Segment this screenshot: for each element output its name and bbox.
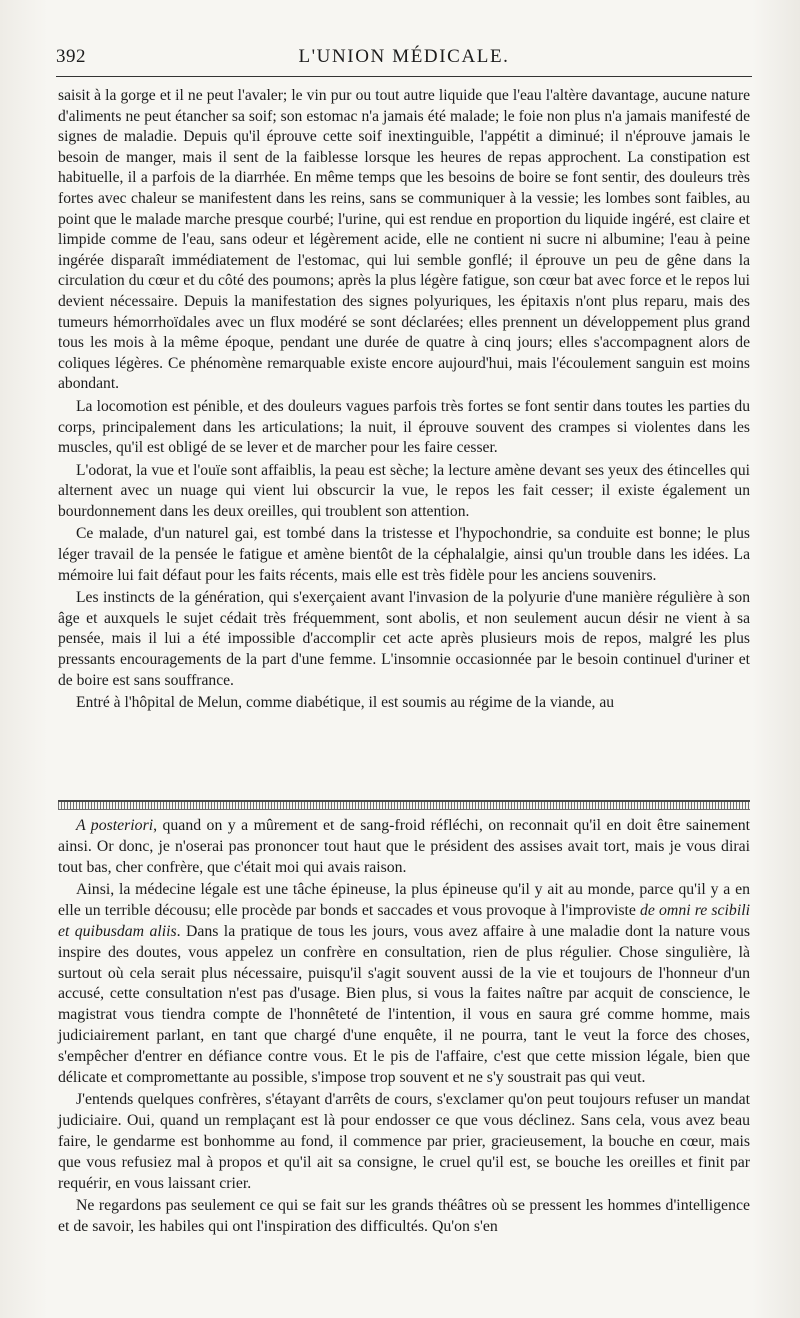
paragraph: Les instincts de la génération, qui s'exerçaient avant l'invasion de la polyurie d'une manière régulière à son âge et auxquels le sujet cédait très fréquemment, sont abolis, et non seulement aucun désir ne vient à sa pensée, mais il lui a été impossible d'accomplir cet acte après plusieurs mois de repos, malgré les plus pressants encouragements de la part d'une femme. L'insomnie occasionnée par le besoin continuel d'uriner et de boire est sans souffrance. — [58, 589, 750, 689]
paragraph: Ce malade, d'un naturel gai, est tombé dans la tristesse et l'hypochondrie, sa conduite est bonne; le plus léger travail de la pensée le fatigue et amène bientôt de la céphalalgie, ainsi qu'un trouble dans les idées. La mémoire lui fait défaut pour les faits récents, mais elle est très fidèle pour les anciens souvenirs. — [58, 525, 750, 584]
italic-phrase: A posteriori — [76, 817, 154, 834]
paragraph — [58, 816, 750, 878]
latin-phrase: de omni re scibili et quibusdam aliis — [58, 902, 751, 940]
paragraph: La locomotion est pénible, et des douleurs vagues parfois très fortes se font sentir dans toutes les parties du corps, principalement dans les articulations; la nuit, il éprouve souvent des crampes si violentes dans les muscles, qu'il est obligé de se lever et de marcher pour les faire cesser. — [58, 397, 750, 457]
paragraph-text: , quand on y a mûrement et de sang-froid réfléchi, on reconnait qu'il en doit être sainement ainsi. Or donc, je n'oserai pas prononcer tout haut que le président des assises avait tort, mais je vous dirai tout bas, cher confrère, que c'était moi qui avais raison. — [58, 817, 750, 876]
paragraph — [58, 880, 750, 1088]
paragraph: L'odorat, la vue et l'ouïe sont affaiblis, la peau est sèche; la lecture amène devant ses yeux des étincelles qui alternent avec un nuage qui vient lui obscurcir la vue, le repos les fait cesser; il existe également un bourdonnement dans les deux oreilles, qui troublent son attention. — [58, 461, 750, 520]
feuilleton-separator — [58, 800, 750, 810]
paragraph: Ne regardons pas seulement ce qui se fait sur les grands théâtres où se pressent les hommes d'intelligence et de savoir, les habiles qui ont l'inspiration des difficultés. Qu'on s'en — [58, 1197, 750, 1236]
paragraph-text: . Dans la pratique de tous les jours, vous avez affaire à une maladie dont la nature vous inspire des doutes, vous appelez un confrère en consultation, rien de plus régulier. Chose singulière, là surtout où cela serait plus nécessaire, puisqu'il s'agit souvent aussi de la vie et toujours de l'honneur d'un accusé, cette consultation n'est pas d'usage. Bien plus, si vous la faites naître par acquit de conscience, le magistrat vous tiendra compte de l'honnêteté de l'intention, il vous en saura gré comme homme, mais judiciairement parlant, en tant que chargé d'une enquête, il ne pourra, tant le veut la force des choses, s'empêcher d'entrer en défiance contre vous. Et le pis de l'affaire, c'est que cette mission légale, bien que délicate et compromettante au possible, s'impose trop souvent et ne s'y soustrait pas qui veut. — [58, 922, 750, 1086]
paragraph: Entré à l'hôpital de Melun, comme diabétique, il est soumis au régime de la viande, au — [76, 694, 615, 712]
paragraph: J'entends quelques confrères, s'étayant d'arrêts de cours, s'exclamer qu'on peut toujours refuser un mandat judiciaire. Oui, quand un remplaçant est là pour endosser ce que vous déclinez. Sans cela, vous avez beau faire, le gendarme est bonhomme au fond, il commence par prier, gracieusement, la bouche en cœur, mais que vous refusiez mal à propos et qu'il ait sa consigne, le cruel qu'il est, se bouche les oreilles et finit par requérir, en vous laissant crier. — [58, 1091, 750, 1192]
header-rule — [56, 76, 752, 77]
running-title: L'UNION MÉDICALE. — [298, 46, 510, 67]
page-number: 392 — [56, 46, 86, 67]
paragraph-text: Ainsi, la médecine légale est une tâche épineuse, la plus épineuse qu'il y ait au monde, parce qu'il y a en elle un terrible décousu; elle procède par bonds et saccades et vous provoque à l'improviste — [58, 881, 750, 920]
feuilleton-text — [58, 816, 750, 1240]
page-header — [56, 42, 752, 72]
clinical-observation-text — [58, 86, 750, 716]
paragraph: saisit à la gorge et il ne peut l'avaler; le vin pur ou tout autre liquide que l'eau l'altère davantage, aucune nature d'aliments ne peut étancher sa soif; son estomac n'a jamais été malade; le foie non plus n'a jamais manifesté de signes de maladie. Depuis qu'il éprouve cette soif inextinguible, l'appétit a diminué; il n'éprouve jamais le besoin de manger, mais il sent de la faiblesse lorsque les heures de repas approchent. La constipation est habituelle, il a parfois de la diarrhée. En même temps que les besoins de boire se font sentir, des douleurs très fortes avec chaleur se manifestent dans les reins, sans se communiquer à la vessie; les lombes sont faibles, au point que le malade marche presque courbé; l'urine, qui est rendue en proportion du liquide ingéré, est claire et limpide comme de l'eau, sans odeur et légèrement acide, elle ne contient ni sucre ni albumine; l'eau à peine ingérée disparaît immédiatement de l'estomac, qui lui semble gonflé; il éprouve un peu de gêne dans la circulation du cœur et du côté des poumons; après la plus légère fatigue, son cœur bat avec force et le repos lui devient nécessaire. Depuis la manifestation des signes polyuriques, les épitaxis n'ont plus reparu, mais des tumeurs hémorrhoïdales avec un flux modéré se sont déclarées; elles prennent un développement plus grand tous les mois à la même époque, pendant une durée de quatre à cinq jours; elles s'accompagnent alors de coliques légères. Ce phénomène remarquable existe encore aujourd'hui, mais l'écoulement sanguin est moins abondant. — [58, 87, 750, 393]
